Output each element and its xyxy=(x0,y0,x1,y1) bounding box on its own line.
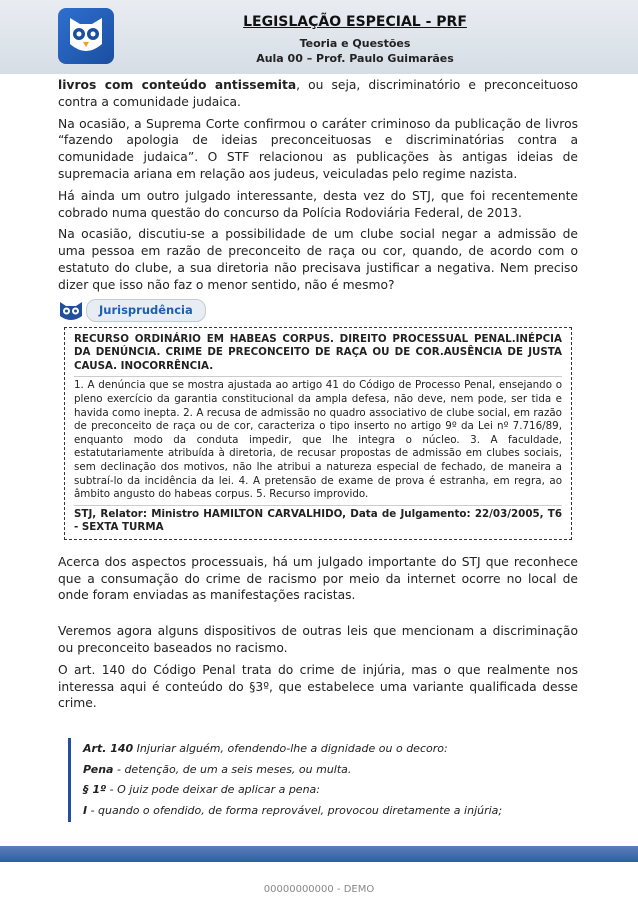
course-title: LEGISLAÇÃO ESPECIAL - PRF xyxy=(243,14,467,30)
jurisprudencia-tag xyxy=(58,299,578,323)
owl-icon xyxy=(58,300,84,322)
law-article: Art. 140 xyxy=(83,742,134,756)
paragraph-2: Na ocasião, a Suprema Corte confirmou o caráter criminoso da publicação de livros “fazendo apologia de ideias preconceituosas e discriminatórias contra a comunidade judaica”. O STF relacionou as publicações às antigas ideias de supremacia ariana em relação aos judeus, veiculadas pelo regime nazista. xyxy=(58,116,578,181)
law-text: - quando o ofendido, de forma reprovável, provocou diretamente a injúria; xyxy=(87,803,503,817)
footer-bar xyxy=(0,846,638,862)
footer-text: 00000000000 - DEMO xyxy=(263,884,375,895)
page-header xyxy=(0,0,638,74)
law-line-1 xyxy=(83,739,578,760)
law-quote xyxy=(68,738,578,822)
paragraph-5: Acerca dos aspectos processuais, há um julgado importante do STJ que reconhece que a consumação do crime de racismo por meio da internet ocorre no local de onde foram enviadas as manifestações racistas. xyxy=(58,554,578,603)
law-label: I xyxy=(83,803,88,817)
paragraph-4: Na ocasião, discutiu-se a possibilidade de um clube social negar a admissão de uma pessoa em razão de preconceito de raça ou cor, quando, de acordo com o estatuto do clube, a sua diretoria não precisava justificar a negativa. Nem preciso dizer que isso não faz o menor sentido, não é mesmo? xyxy=(58,227,578,292)
law-label: Pena xyxy=(83,762,114,776)
divider xyxy=(74,505,562,506)
lesson-info: Aula 00 – Prof. Paulo Guimarães xyxy=(256,52,454,65)
course-subtitle: Teoria e Questões xyxy=(299,37,411,50)
case-reference: STJ, Relator: Ministro HAMILTON CARVALHIDO, Data de Julgamento: 22/03/2005, T6 - SEXTA TURMA xyxy=(74,507,562,534)
jurisprudencia-label: Jurisprudência xyxy=(86,299,206,322)
law-line-3 xyxy=(83,780,578,801)
paragraph-1-bold: livros com conteúdo antissemita xyxy=(58,78,297,92)
paragraph-1 xyxy=(58,77,578,111)
divider xyxy=(74,376,562,377)
paragraph-6: Veremos agora alguns dispositivos de outras leis que mencionam a discriminação ou preconceito baseados no racismo. xyxy=(58,624,578,656)
law-line-4 xyxy=(83,801,578,822)
paragraph-3: Há ainda um outro julgado interessante, desta vez do STJ, que foi recentemente cobrado numa questão do concurso da Polícia Rodoviária Federal, de 2013. xyxy=(58,188,578,220)
jurisprudencia-box xyxy=(64,327,572,540)
case-text: 1. A denúncia que se mostra ajustada ao artigo 41 do Código de Processo Penal, ensejando o pleno exercício da garantia constitucional da ampla defesa, não deve, nem pode, ser tida e havida como inepta. 2. A recusa de admissão no quadro associativo de clube social, em razão de preconceito de raça ou de cor, caracteriza o tipo inserto no artigo 9º da Lei nº 7.716/89, enquanto modo da conduta impedir, que lhe integra o núcleo. 3. A faculdade, estatutariamente atribuída à diretoria, de recusar propostas de admissão em clubes sociais, sem declinação dos motivos, não lhe atribui a natureza especial de fechado, de maneira a subtraí-lo da incidência da lei. 4. A pretensão de exame de prova é estranha, em regra, ao âmbito angusto do habeas corpus. 5. Recurso improvido. xyxy=(74,379,562,501)
main-content xyxy=(58,77,578,822)
case-heading: RECURSO ORDINÁRIO EM HABEAS CORPUS. DIREITO PROCESSUAL PENAL.INÉPCIA DA DENÚNCIA. CRIME DE PRECONCEITO DE RAÇA OU DE COR.AUSÊNCIA DE JUSTA CAUSA. INOCORRÊNCIA. xyxy=(74,332,562,372)
paragraph-7: O art. 140 do Código Penal trata do crime de injúria, mas o que realmente nos interessa aqui é conteúdo do §3º, que estabelece uma variante qualificada desse crime. xyxy=(58,662,578,711)
law-label: § 1º xyxy=(83,783,107,797)
paragraph-1-text: , ou seja, discriminatório e preconceituoso contra a comunidade judaica. xyxy=(58,78,579,109)
law-text: - detenção, de um a seis meses, ou multa. xyxy=(113,762,352,776)
law-text: - O juiz pode deixar de aplicar a pena: xyxy=(106,783,320,797)
law-text: Injuriar alguém, ofendendo-lhe a dignidade ou o decoro: xyxy=(133,742,448,756)
owl-logo xyxy=(58,8,114,64)
law-line-2 xyxy=(83,760,578,781)
